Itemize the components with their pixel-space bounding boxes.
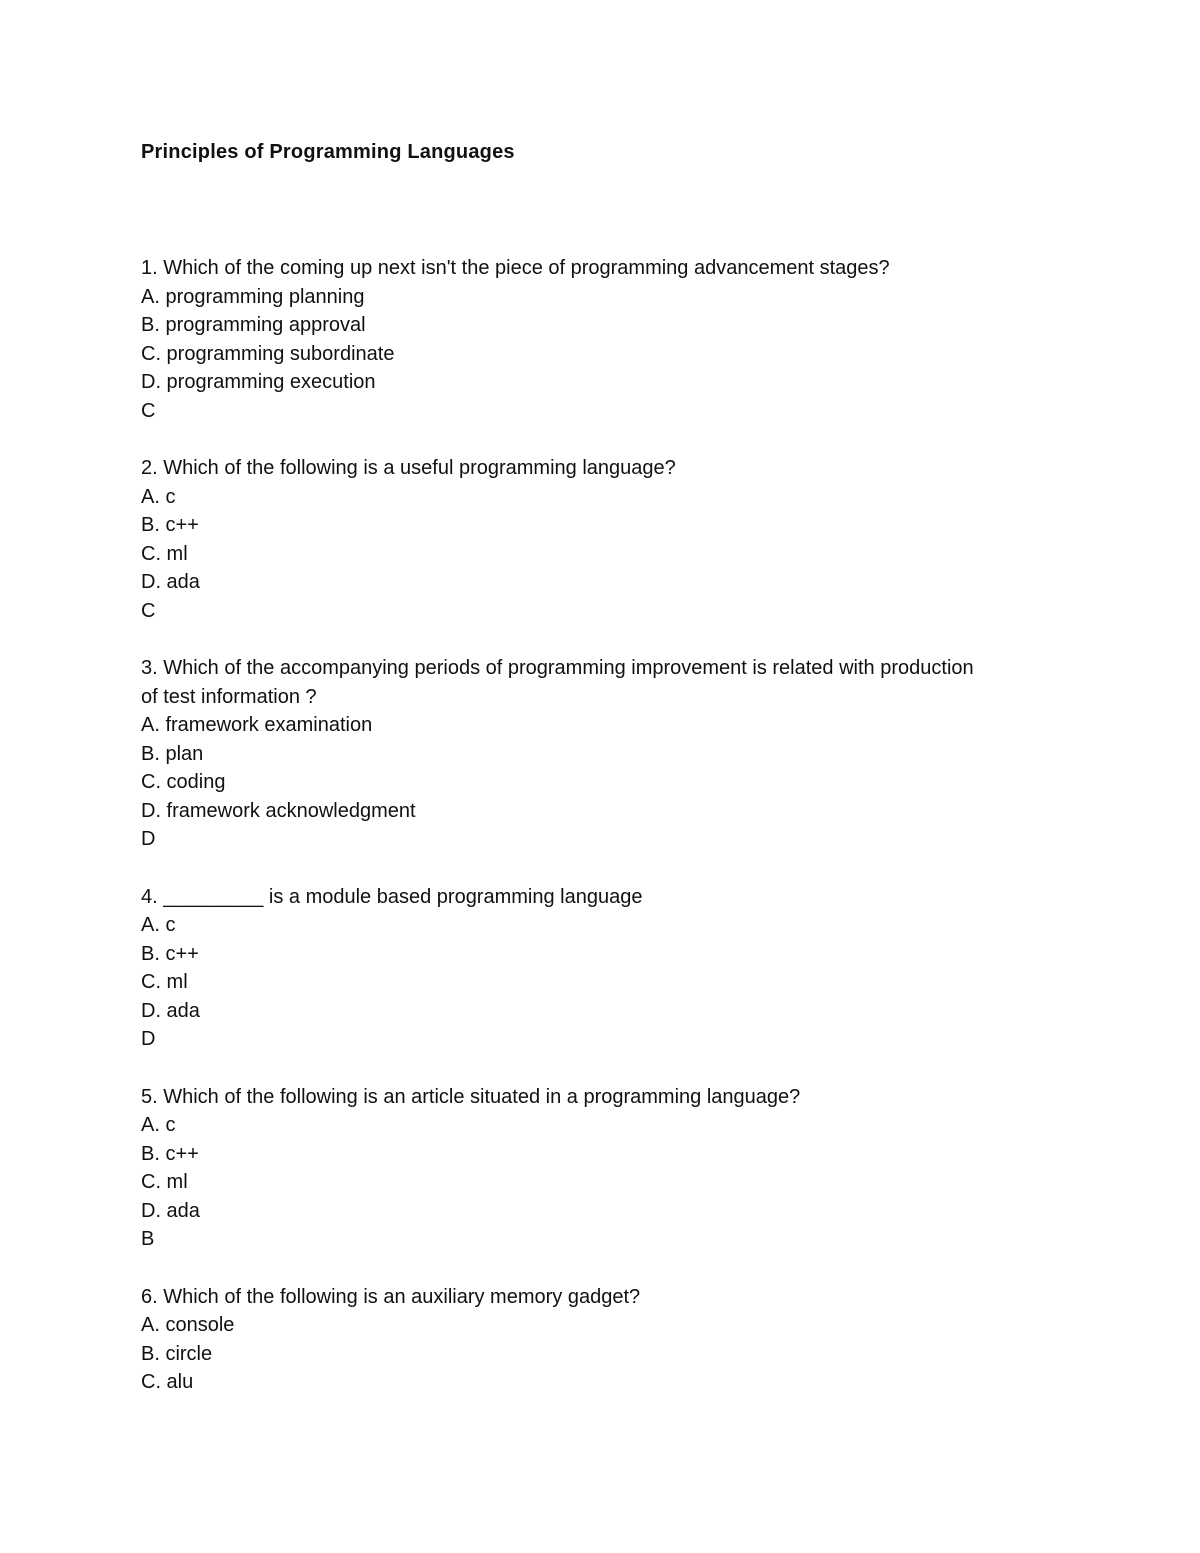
question-4: [141, 883, 1061, 1054]
option-b: B. c++: [141, 1142, 199, 1165]
option-b: B. c++: [141, 514, 199, 536]
question-6: [141, 1283, 1061, 1397]
option-d: D. framework acknowledgment: [141, 799, 416, 822]
option-a: A. framework examination: [141, 714, 373, 736]
option-d: D. ada: [141, 1199, 200, 1222]
question-text: 1. Which of the coming up next isn't the piece of programming advancement stages?: [141, 257, 890, 279]
option-a: A. c: [141, 1114, 176, 1136]
option-c: C. ml: [141, 971, 188, 993]
answer-key: B: [141, 1228, 155, 1250]
answer-key: C: [141, 399, 156, 422]
option-d: D. ada: [141, 571, 200, 593]
question-2: [141, 454, 1061, 625]
option-c: C. coding: [141, 771, 226, 793]
option-b: B. c++: [141, 942, 199, 965]
question-text: 2. Which of the following is a useful programming language?: [141, 457, 676, 479]
question-list: [141, 254, 1061, 1426]
option-d: D. ada: [141, 999, 200, 1022]
option-b: B. circle: [141, 1342, 213, 1365]
option-c: C. programming subordinate: [141, 342, 395, 365]
option-b: B. programming approval: [141, 314, 366, 336]
option-a: A. c: [141, 914, 176, 936]
answer-key: D: [141, 1028, 156, 1050]
option-b: B. plan: [141, 742, 204, 765]
option-c: C. ml: [141, 1171, 188, 1193]
page-title: Principles of Programming Languages: [141, 141, 515, 163]
question-text: 5. Which of the following is an article situated in a programming language?: [141, 1085, 801, 1108]
option-a: A. programming planning: [141, 285, 365, 308]
question-3: [141, 654, 1061, 854]
option-c: C. alu: [141, 1371, 194, 1393]
question-text: 6. Which of the following is an auxiliary memory gadget?: [141, 1285, 641, 1308]
question-text: 4. _________ is a module based programming language: [141, 885, 643, 908]
option-d: D. programming execution: [141, 371, 376, 393]
answer-key: D: [141, 828, 156, 850]
question-1: [141, 254, 1061, 425]
question-5: [141, 1083, 1061, 1254]
answer-key: C: [141, 599, 156, 622]
question-text: 3. Which of the accompanying periods of programming improvement is related with production: [141, 657, 974, 679]
question-text-continued: of test information ?: [141, 685, 317, 708]
option-a: A. c: [141, 485, 176, 508]
option-a: A. console: [141, 1314, 235, 1336]
option-c: C. ml: [141, 542, 188, 565]
